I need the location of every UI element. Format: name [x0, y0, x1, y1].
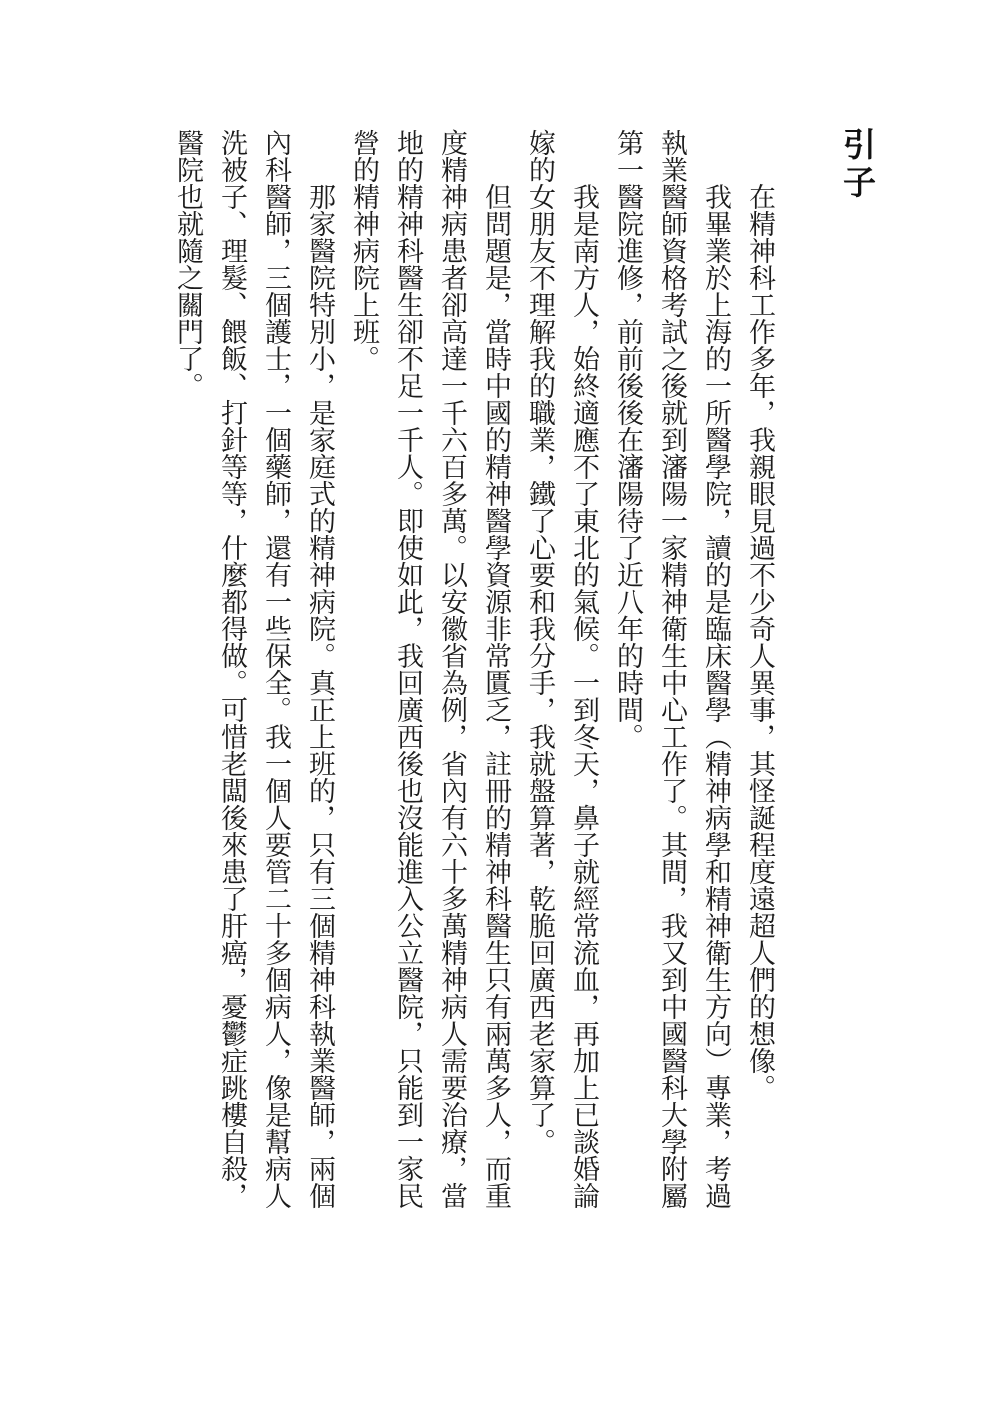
paragraph: 我畢業於上海的一所醫學院，讀的是臨床醫學（精神病學和精神衛生方向）專業，考過執業醫師資格考試之後就到瀋陽一家精神衛生中心工作了。其間，我又到中國醫科大學附屬第一醫院進修，前前後後在瀋陽待了近八年的時間。	[613, 129, 731, 1209]
paragraph: 我是南方人，始終適應不了東北的氣候。一到冬天，鼻子就經常流血，再加上已談婚論嫁的女朋友不理解我的職業，鐵了心要和我分手，我就盤算著，乾脆回廣西老家算了。	[525, 129, 599, 1209]
body-text	[166, 129, 782, 1211]
chapter-title: 引子	[839, 127, 876, 203]
paragraph: 那家醫院特別小，是家庭式的精神病院。真正上班的，只有三個精神科執業醫師，兩個內科醫師，三個護士，一個藥師，還有一些保全。我一個人要管二十多個病人，像是幫病人洗被子、理髮、餵飯、打針等等，什麼都得做。可惜老闆後來患了肝癌，憂鬱症跳樓自殺，醫院也就隨之關門了。	[173, 129, 335, 1209]
paragraph: 在精神科工作多年，我親眼見過不少奇人異事，其怪誕程度遠超人們的想像。	[745, 183, 775, 1101]
paragraph: 但問題是，當時中國的精神醫學資源非常匱乏，註冊的精神科醫生只有兩萬多人，而重度精神病患者卻高達一千六百多萬。以安徽省為例，省內有六十多萬精神病人需要治療，當地的精神科醫生卻不足一千人。即使如此，我回廣西後也沒能進入公立醫院，只能到一家民營的精神病院上班。	[349, 129, 511, 1209]
